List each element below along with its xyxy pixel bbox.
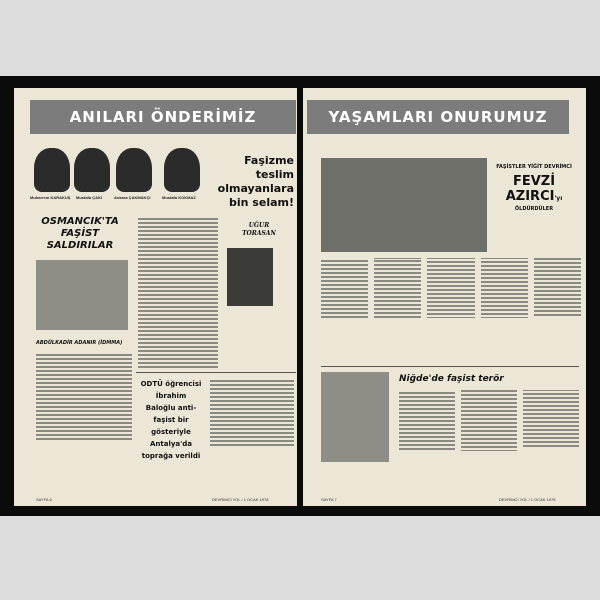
portrait-name-2: Mustafa ÇAKI (76, 195, 103, 200)
right-article-text (321, 258, 581, 362)
right-banner-title: YAŞAMLARI ONURUMUZ (307, 100, 569, 134)
left-banner-title: ANILARI ÖNDERİMİZ (30, 100, 296, 134)
box-text (210, 378, 294, 486)
left-page-number: SAYFA 6 (36, 497, 52, 502)
side-name (491, 174, 577, 206)
portrait-name-3: Ankara ÇAKMAKÇI (114, 195, 151, 200)
article-byline: ABDÜLKADİR ADANIR (İDMMA) (36, 340, 123, 346)
portrait-photo-1 (34, 148, 70, 192)
box-headline: ODTÜ öğrencisi İbrahim Baloğlu anti-faşist bir gösteriyle Antalya'da toprağa verildi (140, 380, 202, 460)
right-page-date: DEVRİMCİ YOL / 1 OCAK 1978 (499, 497, 556, 502)
niğde-photo (321, 372, 389, 462)
portrait-name-1: Muharrem KARAKUŞ (30, 195, 71, 200)
quote-headline: Faşizme teslim olmayanlara bin selam! (217, 154, 294, 209)
box-rule (136, 372, 296, 373)
portrait-photo-4 (164, 148, 200, 192)
article-headline: OSMANCIK'TA FAŞİST SALDIRILAR (41, 216, 119, 251)
portrait-photo-3 (116, 148, 152, 192)
side-name-text: FEVZİ AZIRCI (505, 174, 556, 204)
portrait-photo-2 (74, 148, 110, 192)
left-page (14, 88, 297, 506)
side-name-suffix: 'yı (554, 195, 563, 202)
side-kicker: FAŞİSTLER YİĞİT DEVRİMCİ (496, 164, 572, 170)
left-page-date: DEVRİMCİ YOL / 1 OCAK 1978 (212, 497, 269, 502)
right-page-number: SAYFA 7 (321, 497, 337, 502)
section-rule (321, 366, 579, 367)
quote-author: UĞUR TORASAN (242, 222, 276, 237)
article-photo (36, 260, 128, 330)
niğde-article-text (399, 390, 579, 490)
right-page (303, 88, 586, 506)
article-column-1 (36, 352, 132, 488)
side-subtitle: ÖLDÜRDÜLER (514, 206, 554, 212)
niğde-headline: Niğde'de faşist terör (399, 374, 504, 384)
portrait-name-4: Mustafa KOKMAZ (162, 195, 196, 200)
demonstration-photo (321, 158, 487, 252)
quote-author-photo (227, 248, 273, 306)
